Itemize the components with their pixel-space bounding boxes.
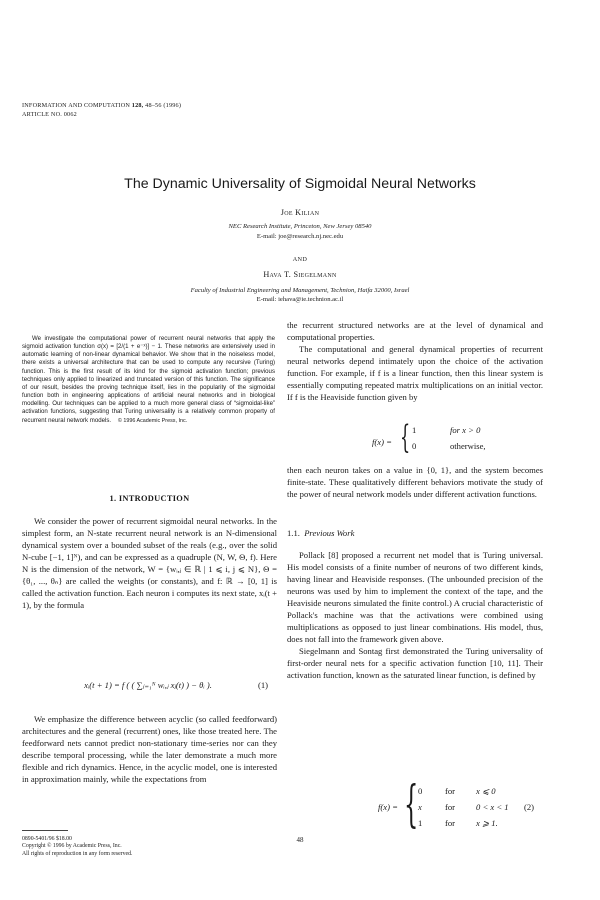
journal-pages-year: 48–56 (1996) (145, 102, 182, 109)
heaviside-case-2-condition: otherwise, (450, 441, 486, 451)
saturated-case-2-for: for (445, 802, 456, 812)
journal-header (22, 101, 181, 119)
heaviside-lhs: f(x) = (372, 437, 392, 447)
right-column-block-1 (287, 319, 543, 403)
subsection-number: 1.1. (287, 528, 300, 538)
author-name-1: Joe Kilian (280, 208, 320, 217)
subsection-heading-previous-work (287, 528, 354, 538)
saturated-case-3-for: for (445, 818, 456, 828)
saturated-equation-lhs: f(x) = (378, 802, 398, 812)
right-column-block-2 (287, 464, 543, 500)
saturated-case-1-condition: x ⩽ 0 (476, 786, 496, 796)
heaviside-case-1-value: 1 (412, 425, 417, 435)
intro-paragraph-1 (22, 515, 277, 611)
abstract-copyright: © 1996 Academic Press, Inc. (117, 417, 188, 424)
saturated-case-2-condition: 0 < x < 1 (476, 802, 509, 812)
intro-paragraph-2 (22, 713, 277, 785)
right-paragraph-3: then each neuron takes on a value in {0, 1}, and the system becomes finite-state. These qualitatively different behaviors motivate the study of the power of neural network models under different activation functions. (287, 465, 543, 500)
right-paragraph-4: Pollack [8] proposed a recurrent net model that is Turing universal. His model consists of a finite number of neurons of two different kinds, having linear and Heaviside responses. (The unbounded precision of the neurons was used by him to implement the context of the tape, and the Heaviside neurons simulated the finite control.) A crucial characteristic of Pollack's machine was that the activations were combined using multiplications as opposed to just linear combinations. His model, thus, does not fall into the framework given above. (287, 550, 543, 645)
saturated-case-3-condition: x ⩾ 1. (476, 818, 498, 828)
intro-paragraph-2-text: We emphasize the difference between acyclic (so called feedforward) architectures and the general (recurrent) ones, like those treated here. The feedforward nets cannot predict non-stationary time-series nor can they describe temporal processing, while the later demonstrate a much more flexible and rich dynamics. Hence, in the acyclic model, one is interested in approximation mainly, while the expectations from (22, 714, 277, 785)
saturated-case-1-value: 0 (418, 786, 423, 796)
saturated-case-1-for: for (445, 786, 456, 796)
right-column-block-3 (287, 549, 543, 682)
right-paragraph-2: The computational and general dynamical properties of recurrent neural networks depend intimately upon the choice of the activation function. For example, if f is a linear function, then this linear system is essentially computing repeated matrix multiplications on an initial vector. If f is the Heaviside function given by (287, 344, 543, 403)
footer-rule (22, 830, 68, 831)
saturated-equation-brace: { (404, 775, 419, 833)
heaviside-brace: { (400, 418, 411, 456)
subsection-title: Previous Work (304, 528, 355, 538)
right-paragraph-5: Siegelmann and Sontag first demonstrated the Turing universality of first-order neural nets for a specific activation function [10, 11]. Their activation function, known as the saturated linear function, is defined by (287, 646, 543, 681)
saturated-equation-number: (2) (524, 802, 535, 812)
equation-1: xᵢ(t + 1) = f ( ( ∑ⱼ₌₁ᴺ wᵢ,ⱼ xⱼ(t) ) − θᵢ ). (84, 680, 212, 690)
saturated-case-2-value: x (418, 802, 422, 812)
article-no: 0062 (63, 111, 77, 118)
author-affiliation-1: NEC Research Institute, Princeton, New Jersey 08540 (228, 223, 372, 230)
heaviside-case-1-condition: for x > 0 (450, 425, 481, 435)
journal-name: INFORMATION AND COMPUTATION (22, 102, 131, 109)
article-no-label: ARTICLE NO. (22, 111, 62, 118)
section-heading-introduction: 1. INTRODUCTION (109, 494, 190, 503)
equation-1-number: (1) (258, 680, 269, 690)
page-number: 48 (296, 836, 304, 844)
author-name-2: Hava T. Siegelmann (263, 270, 337, 279)
heaviside-case-2-value: 0 (412, 441, 417, 451)
journal-line-1 (22, 101, 181, 110)
author-email-2: E-mail: iehava@ie.technion.ac.il (256, 296, 344, 303)
paper-title: The Dynamic Universality of Sigmoidal Neural Networks (124, 176, 476, 192)
right-paragraph-1: the recurrent structured networks are at the level of dynamical and computational properties. (287, 320, 543, 343)
abstract (22, 335, 275, 425)
author-affiliation-2: Faculty of Industrial Engineering and Management, Technion, Haifa 32000, Israel (190, 287, 410, 294)
footer-rights: All rights of reproduction in any form reserved. (22, 850, 133, 857)
abstract-text: We investigate the computational power of recurrent neural networks that apply the sigmoid activation function σ(x) = [2/(1 + e⁻ˣ)] − 1. These networks are extensively used in automatic learning of non-linear dynamical behavior. We show that in the noiseless model, there exists a universal architecture that can be used to compute any recursive (Turing) function. This is the first result of its kind for the sigmoid activation function; previous techniques only applied to linearized and truncated version of this function. The significance of our result, besides the proving technique itself, lies in the popularity of the sigmoidal function both in engineering applications of artificial neural networks and in biological modelling. Our techniques can be applied to a much more general class of “sigmoidal-like” activation functions, suggesting that Turing universality is a relatively common property of recurrent neural network models. (22, 335, 275, 424)
saturated-case-3-value: 1 (418, 818, 423, 828)
journal-volume: 128, (131, 102, 144, 109)
journal-line-2 (22, 110, 181, 119)
intro-paragraph-1-text: We consider the power of recurrent sigmoidal neural networks. In the simplest form, an N-state recurrent neural network is an N-dimensional dynamical system over a bounded subset of the reals (e.g., over the solid N-cube [−1, 1]ᴺ), and can be expressed as a quadruple (N, W, Θ, f). Here N is the dimension of the network, W = {wᵢ,ⱼ ∈ ℝ | 1 ⩽ i, j ⩽ N}, Θ = {θ₁, ..., θₙ} are called the weights (or constants), and f: ℝ → [0, 1] is called the activation function. Each neuron i computes its next state, xᵢ(t + 1), by the formula (22, 516, 277, 611)
footer-issn: 0890-5401/96 $18.00 (22, 836, 72, 842)
heaviside-equation (372, 434, 392, 450)
author-email-1: E-mail: joe@research.nj.nec.edu (256, 233, 344, 240)
and-separator: AND (292, 256, 308, 263)
footer-copyright: Copyright © 1996 by Academic Press, Inc. (22, 843, 122, 850)
